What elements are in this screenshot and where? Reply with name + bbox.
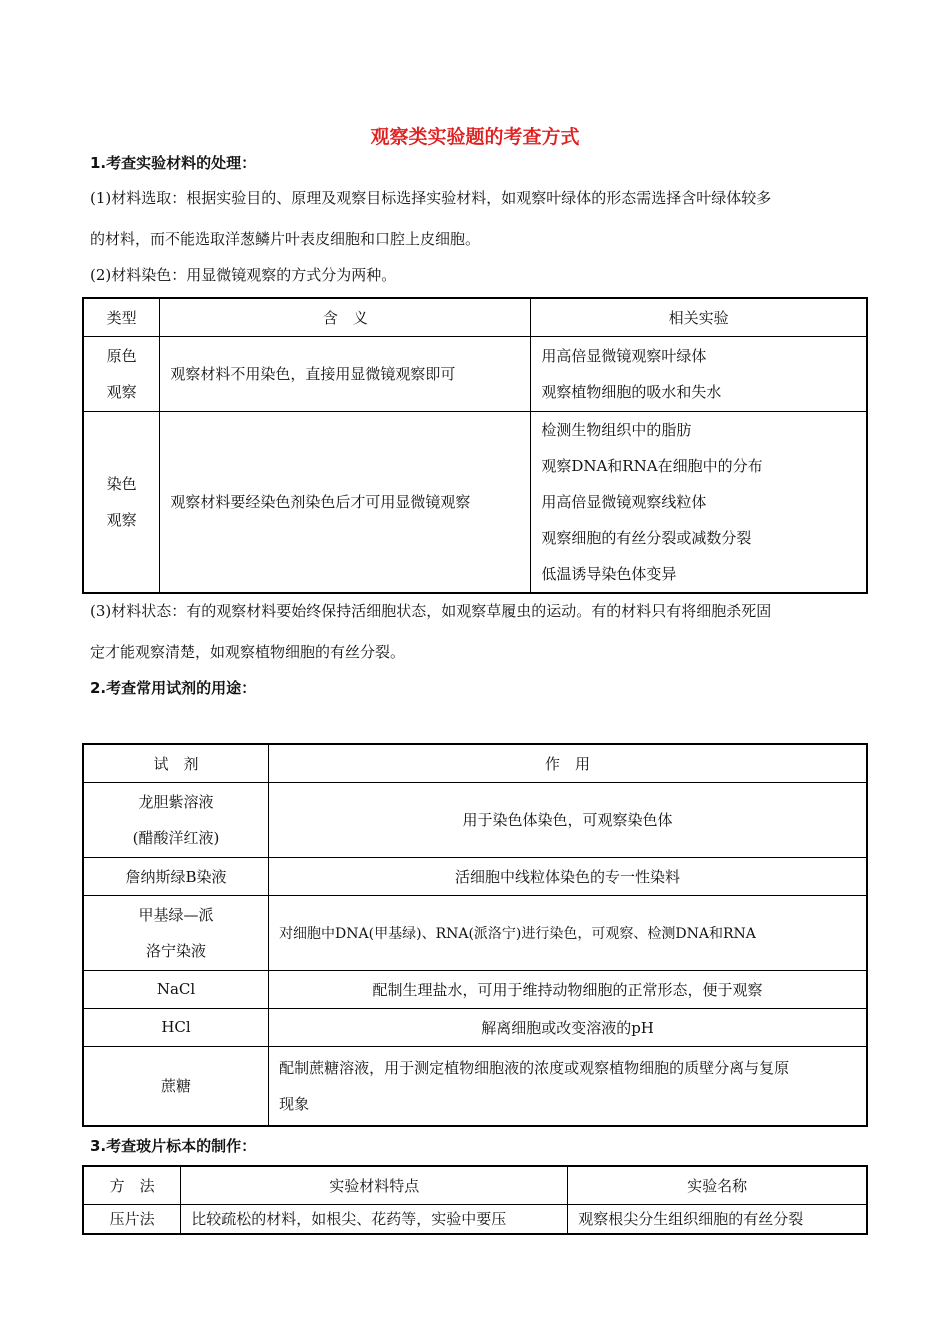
type-line: 染色 [106, 474, 137, 493]
section1-heading: 1.考查实验材料的处理： [90, 154, 257, 172]
table-row [83, 1046, 867, 1126]
experiment-item: 观察植物细胞的吸水和失水 [541, 382, 722, 401]
header-experiments: 相关实验 [531, 298, 867, 336]
method-cell: 压片法 [83, 1204, 181, 1234]
reagent-line: 洛宁染液 [146, 941, 207, 960]
reagent-cell [83, 782, 269, 857]
experiment-item: 观察DNA和RNA在细胞中的分布 [541, 456, 763, 475]
type-line: 观察 [106, 382, 137, 401]
section1-paragraph3-line1: (3)材料状态：有的观察材料要始终保持活细胞状态，如观察草履虫的运动。有的材料只有将细胞杀死固 [90, 602, 772, 620]
table-row [83, 970, 867, 1008]
meaning-cell: 观察材料不用染色，直接用显微镜观察即可 [160, 336, 531, 411]
section1-paragraph1-line1: (1)材料选取：根据实验目的、原理及观察目标选择实验材料，如观察叶绿体的形态需选择含叶绿体较多 [90, 189, 772, 207]
type-cell [83, 411, 160, 593]
use-cell: 活细胞中线粒体染色的专一性染料 [269, 857, 867, 895]
use-cell: 对细胞中DNA(甲基绿)、RNA(派洛宁)进行染色，可观察、检测DNA和RNA [269, 895, 867, 970]
experiment-item: 用高倍显微镜观察线粒体 [541, 492, 707, 511]
reagent-line: 龙胆紫溶液 [138, 792, 214, 811]
table-row [83, 1008, 867, 1046]
feature-cell: 比较疏松的材料，如根尖、花药等，实验中要压 [181, 1204, 568, 1234]
reagent-cell: NaCl [83, 970, 269, 1008]
use-cell [269, 1046, 867, 1126]
meaning-cell: 观察材料要经染色剂染色后才可用显微镜观察 [160, 411, 531, 593]
section1-paragraph3-line2: 定才能观察清楚，如观察植物细胞的有丝分裂。 [90, 643, 406, 661]
use-line: 现象 [279, 1094, 310, 1113]
experiment-item: 用高倍显微镜观察叶绿体 [541, 346, 707, 365]
reagent-table [82, 743, 868, 1127]
experiment-item: 检测生物组织中的脂肪 [541, 420, 692, 439]
name-cell: 观察根尖分生组织细胞的有丝分裂 [568, 1204, 867, 1234]
table-header-row [83, 744, 867, 782]
type-cell [83, 336, 160, 411]
table-header-row [83, 1166, 867, 1204]
page-title: 观察类实验题的考查方式 [370, 126, 580, 148]
type-line: 原色 [106, 346, 137, 365]
header-feature: 实验材料特点 [181, 1166, 568, 1204]
section1-paragraph2: (2)材料染色：用显微镜观察的方式分为两种。 [90, 266, 397, 284]
header-method: 方 法 [83, 1166, 181, 1204]
use-cell: 用于染色体染色，可观察染色体 [269, 782, 867, 857]
table-row [83, 411, 867, 593]
section2-heading: 2.考查常用试剂的用途： [90, 679, 257, 697]
section3-heading: 3.考查玻片标本的制作： [90, 1137, 257, 1155]
type-line: 观察 [106, 510, 137, 529]
table-row [83, 336, 867, 411]
reagent-cell: HCl [83, 1008, 269, 1046]
header-meaning: 含 义 [160, 298, 531, 336]
header-type: 类型 [83, 298, 160, 336]
experiment-item: 低温诱导染色体变异 [541, 564, 677, 583]
table-row [83, 857, 867, 895]
reagent-cell: 詹纳斯绿B染液 [83, 857, 269, 895]
slide-prep-table [82, 1165, 868, 1235]
use-line: 配制蔗糖溶液，用于测定植物细胞液的浓度或观察植物细胞的质壁分离与复原 [279, 1058, 790, 1077]
header-reagent: 试 剂 [83, 744, 269, 782]
use-cell: 配制生理盐水，可用于维持动物细胞的正常形态，便于观察 [269, 970, 867, 1008]
table-row [83, 782, 867, 857]
section1-paragraph1-line2: 的材料，而不能选取洋葱鳞片叶表皮细胞和口腔上皮细胞。 [90, 230, 481, 248]
experiment-item: 观察细胞的有丝分裂或减数分裂 [541, 528, 752, 547]
reagent-cell [83, 895, 269, 970]
header-name: 实验名称 [568, 1166, 867, 1204]
reagent-cell: 蔗糖 [83, 1046, 269, 1126]
table-row [83, 895, 867, 970]
experiments-cell [531, 336, 867, 411]
table-header-row [83, 298, 867, 336]
header-use: 作 用 [269, 744, 867, 782]
reagent-line: 甲基绿—派 [138, 905, 214, 924]
staining-table [82, 297, 868, 594]
reagent-line: (醋酸洋红液) [132, 828, 220, 847]
table-row [83, 1204, 867, 1234]
experiments-cell [531, 411, 867, 593]
use-cell: 解离细胞或改变溶液的pH [269, 1008, 867, 1046]
